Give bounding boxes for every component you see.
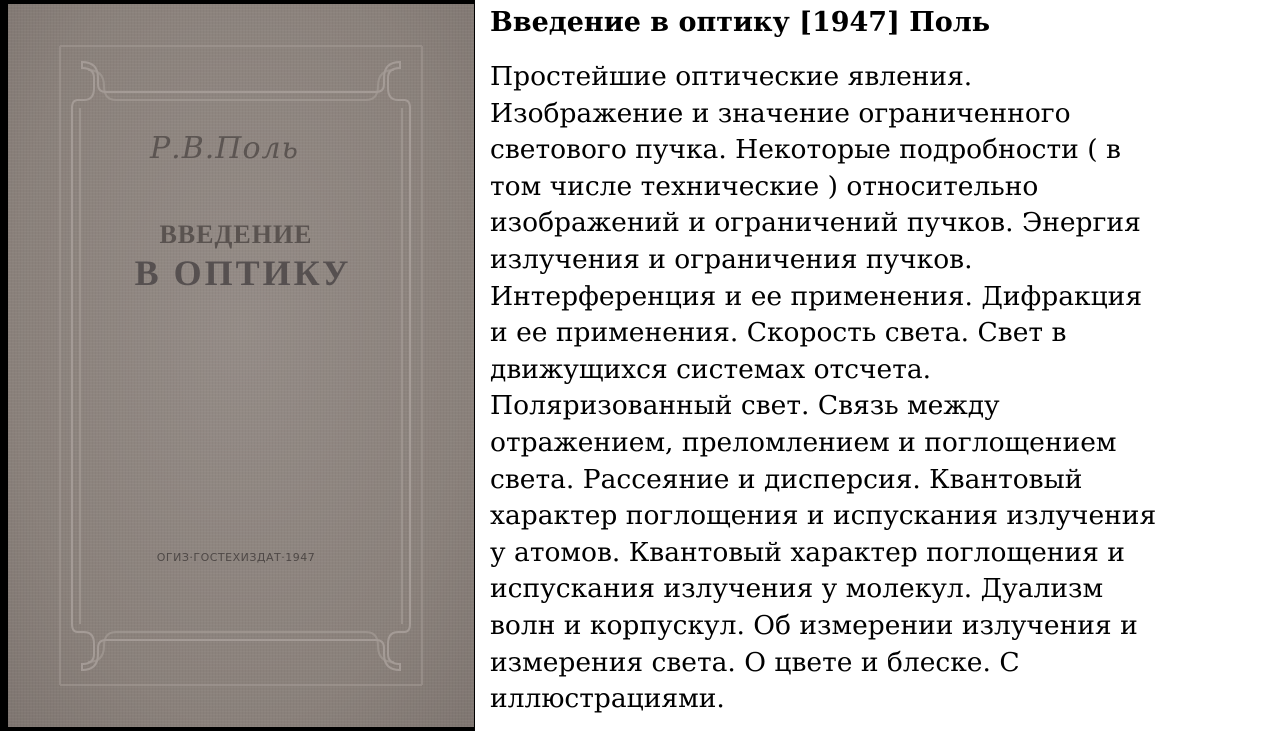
description-line: Интерференция и ее применения. Дифракция	[490, 280, 1143, 312]
description-line: том числе технические ) относительно	[490, 170, 1039, 202]
book-description	[490, 59, 1275, 718]
description-line: света. Рассеяние и дисперсия. Квантовый	[490, 463, 1083, 495]
description-line: Изображение и значение ограниченного	[490, 97, 1071, 129]
description-line: волн и корпускул. Об измерении излучения и	[490, 609, 1138, 641]
page-title: Введение в оптику [1947] Поль	[490, 7, 991, 38]
description-line: изображений и ограничений пучков. Энергия	[490, 207, 1141, 239]
description-line: движущихся системах отсчета.	[490, 353, 932, 385]
cover-title-line-2: В ОПТИКУ	[134, 253, 352, 293]
cover-frame-ornament	[8, 4, 474, 727]
text-panel	[490, 4, 1278, 715]
description-line: Простейшие оптические явления.	[490, 61, 973, 92]
description-line: иллюстрациями.	[490, 683, 725, 715]
cover-author: Р.В.Поль	[150, 131, 299, 166]
description-line: Поляризованный свет. Связь между	[490, 390, 1000, 422]
book-cover-image	[0, 0, 475, 731]
description-line: и ее применения. Скорость света. Свет в	[490, 317, 1067, 349]
description-line: у атомов. Квантовый характер поглощения и	[490, 536, 1125, 568]
description-line: измерения света. О цвете и блеске. С	[490, 646, 1020, 678]
description-line: светового пучка. Некоторые подробности ( в	[490, 134, 1121, 166]
description-line: испускания излучения у молекул. Дуализм	[490, 573, 1104, 605]
cover-title-line-1: ВВЕДЕНИЕ	[159, 220, 313, 249]
description-line: характер поглощения и испускания излучения	[490, 500, 1157, 532]
cover-publisher: ОГИЗ·ГОСТЕХИЗДАТ·1947	[156, 551, 316, 564]
description-line: излучения и ограничения пучков.	[490, 243, 973, 275]
description-line: отражением, преломлением и поглощением	[490, 426, 1117, 458]
